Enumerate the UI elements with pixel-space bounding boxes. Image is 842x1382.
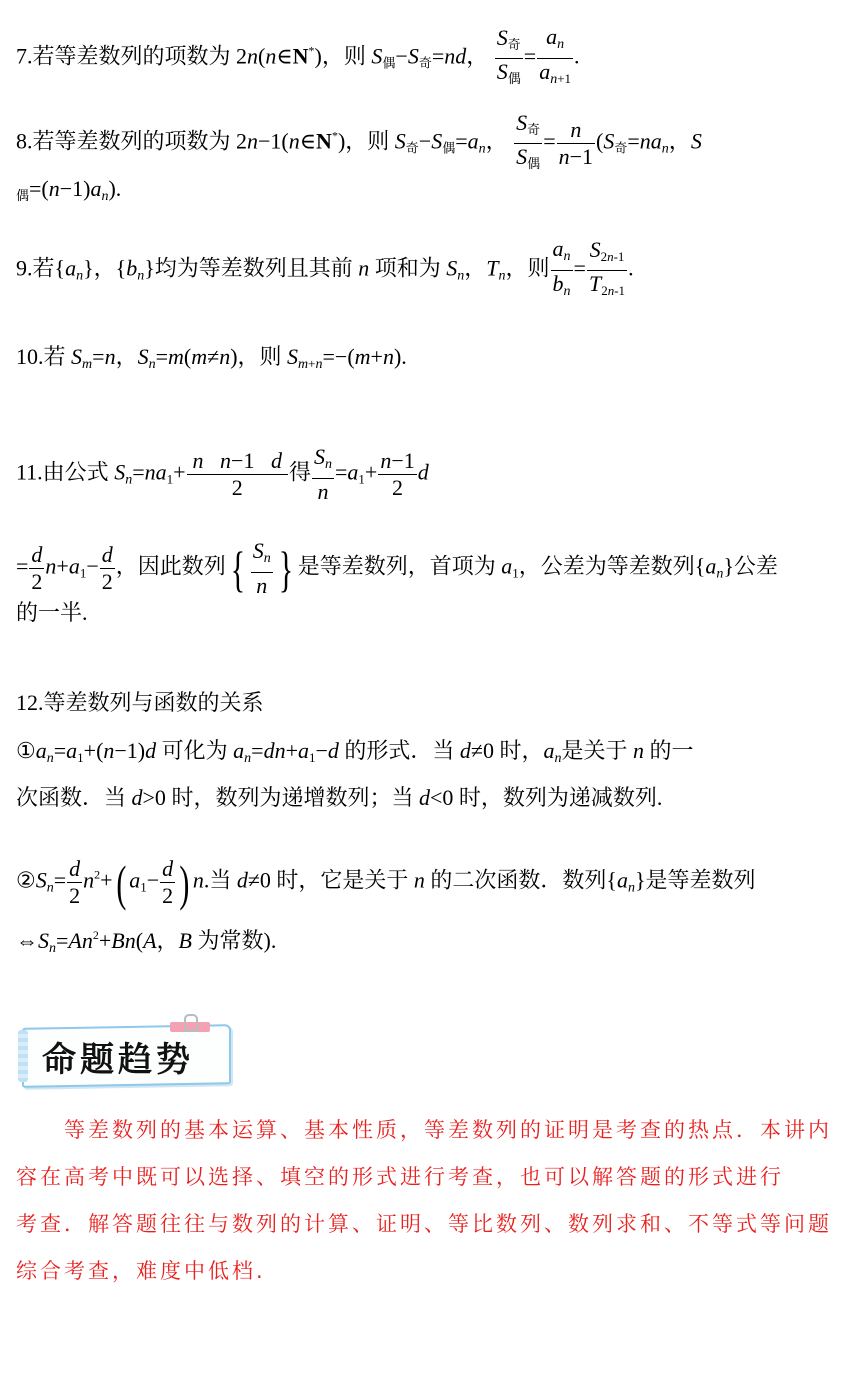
banner-title: 命题趋势: [42, 1040, 194, 1080]
trend-paragraph-line-4: 综合考查，难度中低档.: [16, 1259, 266, 1283]
item-12-point-2-cont: $\Leftrightarrow Sn=An^2+Bn(A$，B 为常数).: [16, 928, 277, 956]
fraction-an-over-an1: $\frac{an}{an_{+1}}$: [539, 24, 572, 87]
fraction-d-over-2: $\frac{d}{2}$: [101, 542, 113, 594]
fraction-an-over-bn: $\frac{an}{bn}$: [552, 236, 571, 299]
item-7: 7.若等差数列的项数为 2n(n∈N*)，则 $S_偶-S_奇=nd$， $\frac{S_奇}{S_偶}$ = $\frac{an}{an_{+1}}$ .: [16, 24, 580, 93]
item-8-cont: $_偶$=(n−1)an).: [16, 176, 122, 204]
item-8: 8.若等差数列的项数为 2n−1(n∈N*)，则 $S_奇-S_偶=an$， $\frac{S_奇}{S_偶}$ = $\frac{n}{n-1}$ ($S_奇=nan$，S: [16, 110, 702, 177]
item-12-point-1-cont: 次函数．当 d>0 时，数列为递增数列；当 d<0 时，数列为递减数列.: [16, 785, 663, 810]
banner-edge-decoration: [18, 1030, 28, 1082]
item-12-point-1: $①an=a_1+(n-1)d$ 可化为 $an=dn+a_1-d$ 的形式．当 d≠0 时，an是关于 n 的一: [16, 738, 694, 766]
fraction-n-1-over-2: $\frac{n-1}{2}$: [380, 448, 415, 500]
fraction-n-n-1-d-over-2: $\frac{\text{n n−1 d}}{2}$: [187, 448, 288, 501]
trend-paragraph-line-3: 考查．解答题往往与数列的计算、证明、等比数列、数列求和、不等式等问题: [16, 1212, 832, 1236]
item-10: 10.若 Sm=n，Sn=m(m≠n)，则 $Sm_+n=-(m+n)$.: [16, 344, 407, 372]
fraction-d-over-2: $\frac{d}{2}$: [31, 542, 43, 594]
fraction-d-over-2: $\frac{d}{2}$: [69, 856, 81, 908]
item-11: 11.由公式 $Sn=na_1+$ $\frac{\text{n n−1 d}}{2}$ 得 $\frac{Sn}{n}$ $=a_1+$ $\frac{n-1}{2}$ d: [16, 444, 429, 504]
item-11-cont: = $\frac{d}{2}$ $n+a_1-$ $\frac{d}{2}$ ，因此数列{ $\frac{Sn}{n}$ } 是等差数列，首项为 $a_1$，公差为等差数列{an}公差: [16, 538, 778, 598]
fraction-d-over-2: $\frac{d}{2}$: [162, 856, 174, 908]
fraction-sn-over-n: $\frac{Sn}{n}$: [252, 538, 271, 598]
item-12-title: 12.等差数列与函数的关系: [16, 690, 264, 715]
item-12-point-2: ②Sn= $\frac{d}{2}$ $n^2+$( $a_1-$ $\frac{d}{2}$ ) n.当 d≠0 时，它是关于 n 的二次函数．数列{an}是等差数列: [16, 854, 756, 911]
fraction-sn-over-n: $\frac{Sn}{n}$: [313, 444, 332, 504]
item-8-prefix: 8.若等差数列的项数为 2: [16, 128, 248, 154]
paperclip-icon: [184, 1014, 198, 1032]
fraction-s-odd-over-s-even: $\frac{S_奇}{S_偶}$: [496, 25, 521, 86]
item-11-end: 的一半.: [16, 600, 88, 625]
trend-paragraph-line-2: 容在高考中既可以选择、填空的形式进行考查，也可以解答题的形式进行: [16, 1165, 784, 1189]
section-banner: [18, 1022, 228, 1082]
fraction-n-over-n-minus-1: $\frac{n}{n-1}$: [558, 117, 594, 169]
item-9: 9.若{an}，{bn}均为等差数列且其前 n 项和为 Sn，Tn，则 $\frac{an}{bn}$ = $\frac{S_{2n-1}}{T_{2n-1}}$ .: [16, 236, 634, 305]
fraction-s-odd-over-s-even: $\frac{S_奇}{S_偶}$: [516, 110, 541, 171]
fraction-s2n-over-t2n: $\frac{S_{2n-1}}{T_{2n-1}}$: [588, 237, 626, 298]
trend-paragraph-line-1: 等差数列的基本运算、基本性质，等差数列的证明是考查的热点．本讲内: [16, 1118, 832, 1142]
item-7-prefix: 7.若等差数列的项数为 2: [16, 43, 248, 69]
